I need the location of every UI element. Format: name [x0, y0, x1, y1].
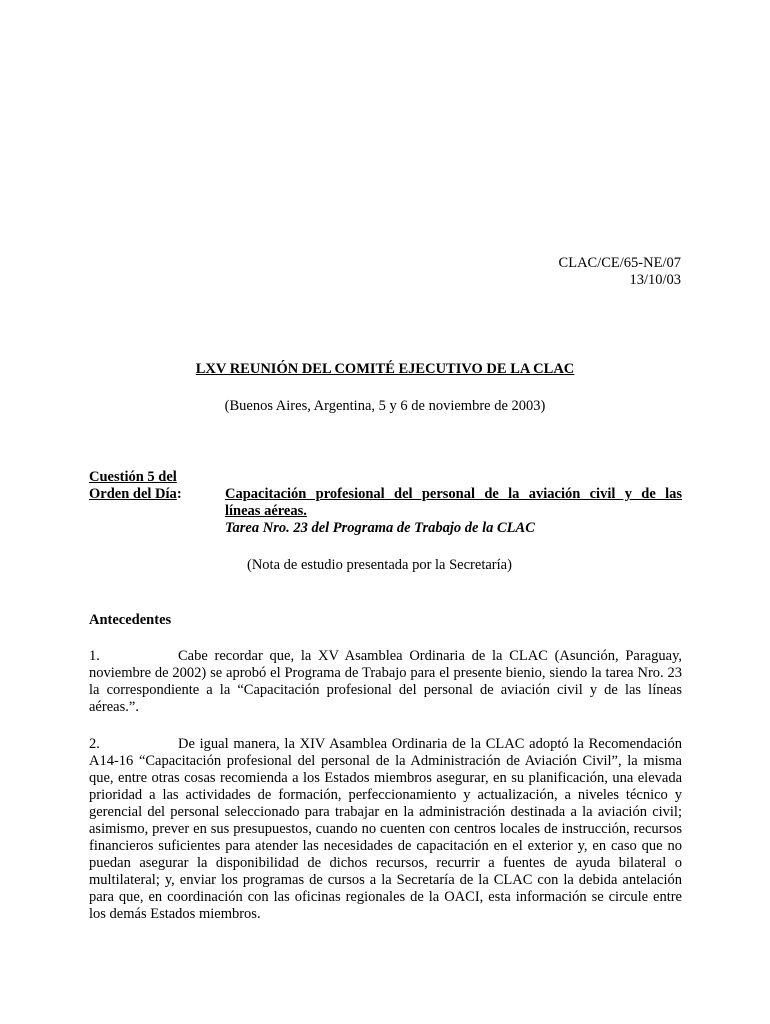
document-reference: CLAC/CE/65-NE/07 — [558, 255, 681, 271]
agenda-item-label — [89, 469, 182, 503]
study-note: (Nota de estudio presentada por la Secretaría) — [247, 557, 512, 573]
document-reference-block — [559, 255, 681, 289]
section-heading: Antecedentes — [89, 612, 172, 628]
paragraph — [89, 736, 682, 923]
agenda-item-label-colon: : — [176, 486, 182, 502]
paragraph-number: 1. — [89, 648, 100, 664]
agenda-topic-line2: líneas aéreas. — [225, 503, 307, 519]
agenda-item-label-line1: Cuestión 5 del — [89, 469, 177, 485]
paragraph — [89, 648, 682, 716]
meeting-subtitle: (Buenos Aires, Argentina, 5 y 6 de noviembre de 2003) — [224, 398, 546, 414]
agenda-task: Tarea Nro. 23 del Programa de Trabajo de la CLAC — [225, 520, 535, 536]
meeting-title: LXV REUNIÓN DEL COMITÉ EJECUTIVO DE LA CLAC — [195, 361, 575, 377]
agenda-topic-line1: Capacitación profesional del personal de la aviación civil y de las — [225, 486, 682, 502]
paragraph-text: Cabe recordar que, la XV Asamblea Ordinaria de la CLAC (Asunción, Paraguay, noviembre de 2002) se aprobó el Programa de Trabajo para el presente bienio, siendo la tarea Nro. 23 la correspondiente a la “Capacitación profesional del personal de aviación civil y de las líneas aéreas.”. — [89, 648, 682, 715]
document-date: 13/10/03 — [629, 272, 681, 288]
agenda-item-label-line2: Orden del Día — [89, 486, 177, 502]
agenda-item-topic — [225, 486, 682, 537]
paragraph-number: 2. — [89, 736, 100, 752]
paragraph-text: De igual manera, la XIV Asamblea Ordinaria de la CLAC adoptó la Recomendación A14-16 “Capacitación profesional del personal de la Administración de Aviación Civil”, la misma que, entre otras cosas recomienda a los Estados miembros asegurar, en su planificación, una elevada prioridad a las actividades de formación, perfeccionamiento y actualización, a niveles técnico y gerencial del personal seleccionado para trabajar en la administración destinada a la aviación civil; asimismo, prever en sus presupuestos, cuando no cuenten con centros locales de instrucción, recursos financieros suficientes para atender las necesidades de capacitación en el exterior y, en caso que no puedan asegurar la disponibilidad de dichos recursos, recurrir a fuentes de ayuda bilateral o multilateral; y, enviar los programas de cursos a la Secretaría de la CLAC con la debida antelación para que, en coordinación con las oficinas regionales de la OACI, esta información se circule entre los demás Estados miembros. — [89, 736, 682, 922]
